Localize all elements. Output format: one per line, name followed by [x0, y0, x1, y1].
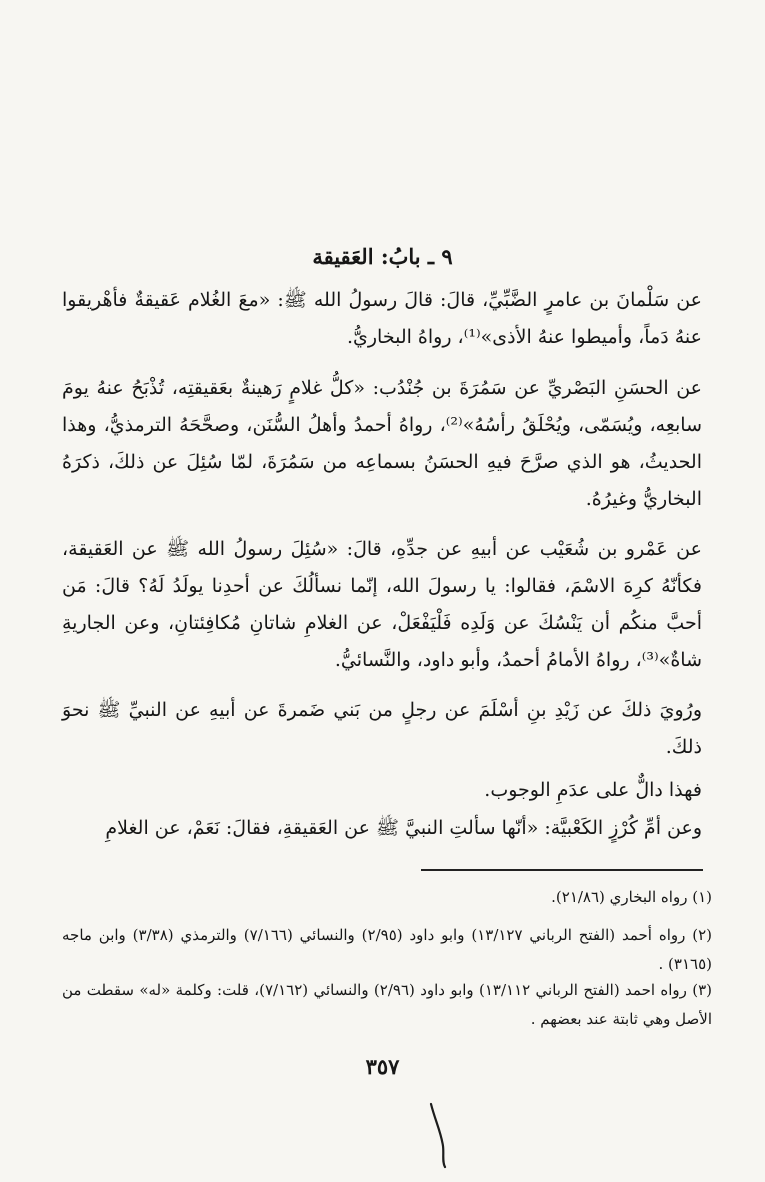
hadith-paragraph-3: عن عَمْرو بن شُعَيْب عن أبيهِ عن جدِّهِ، قالَ: «سُئِلَ رسولُ الله ﷺ عن العَقيقة، فكأنّهُ كرِهَ الاسْمَ، فقالوا: يا رسولَ الله، إنّما نسألُكَ عن أحدِنا يولَدُ لَهُ؟ قالَ: مَن أحبَّ منكُم أن يَنْسُكَ عن وَلَدِه فَلْيَفْعَلْ، عن الغلامِ شاتانِ مُكافِئتانِ، وعن الجاريةِ شاةٌ»⁽³⁾، رواهُ الأمامُ أحمدُ، وأبو داود، والنَّسائيُّ.	[62, 538, 702, 671]
conclusion-paragraph: فهذا دالٌّ على عدَمِ الوجوب.	[484, 779, 702, 801]
page-number: ٣٥٧	[365, 1054, 400, 1079]
footnote-1: (١) رواه البخاري (٢١/٨٦).	[551, 888, 712, 906]
footnote-3: (٣) رواه احمد (الفتح الرباني ١٣/١١٢) وابو داود (٢/٩٦) والنسائي (٧/١٦٢)، قلت: وكلمة «له» سقطت من الأصل وهي ثابتة عند بعضهم .	[62, 981, 712, 1028]
footnote-2: (٢) رواه أحمد (الفتح الرباني ١٣/١٢٧) وابو داود (٢/٩٥) والنسائي (٧/١٦٦) والترمذي (٣/٣٨) وابن ماجه (٣١٦٥) .	[62, 926, 713, 973]
hadith-paragraph-4: ورُويَ ذلكَ عن زَيْدِ بنِ أسْلَمَ عن رجلٍ من بَني ضَمرةَ عن أبيهِ عن النبيِّ ﷺ نحوَ ذلكَ.	[62, 699, 702, 758]
hadith-paragraph-5: وعن أمِّ كُرْزٍ الكَعْبيَّة: «أنّها سألتِ النبيَّ ﷺ عن العَقيقةِ، فقالَ: نَعَمْ، عن الغلامِ	[105, 817, 702, 839]
handwritten-mark	[425, 1100, 455, 1170]
chapter-heading: ٩ ـ بابُ: العَقيقة	[312, 244, 453, 269]
hadith-paragraph-1: عن سَلْمانَ بن عامرٍ الضَّبِّيِّ، قالَ: قالَ رسولُ الله ﷺ: «معَ الغُلام عَقيقةٌ فأهْريقوا عنهُ دَماً، وأميطوا عنهُ الأذى»⁽¹⁾، رواهُ البخاريُّ.	[62, 289, 702, 348]
footnote-divider	[421, 869, 703, 871]
hadith-paragraph-2: عن الحسَنِ البَصْريِّ عن سَمُرَةَ بن جُنْدُب: «كلُّ غلامٍ رَهينةٌ بعَقيقتِه، تُذْبَحُ عنهُ يومَ سابعِه، ويُسَمّى، ويُحْلَقُ رأسُهُ»⁽²⁾، رواهُ أحمدُ وأهلُ السُّنَن، وصحَّحَهُ الترمذيُّ، وهذا الحديثُ، هو الذي صرَّحَ فيهِ الحسَنُ بسماعِه من سَمُرَةَ، لمّا سُئِلَ عن ذلكَ، ذكرَهُ البخاريُّ وغيرُهُ.	[62, 377, 702, 510]
